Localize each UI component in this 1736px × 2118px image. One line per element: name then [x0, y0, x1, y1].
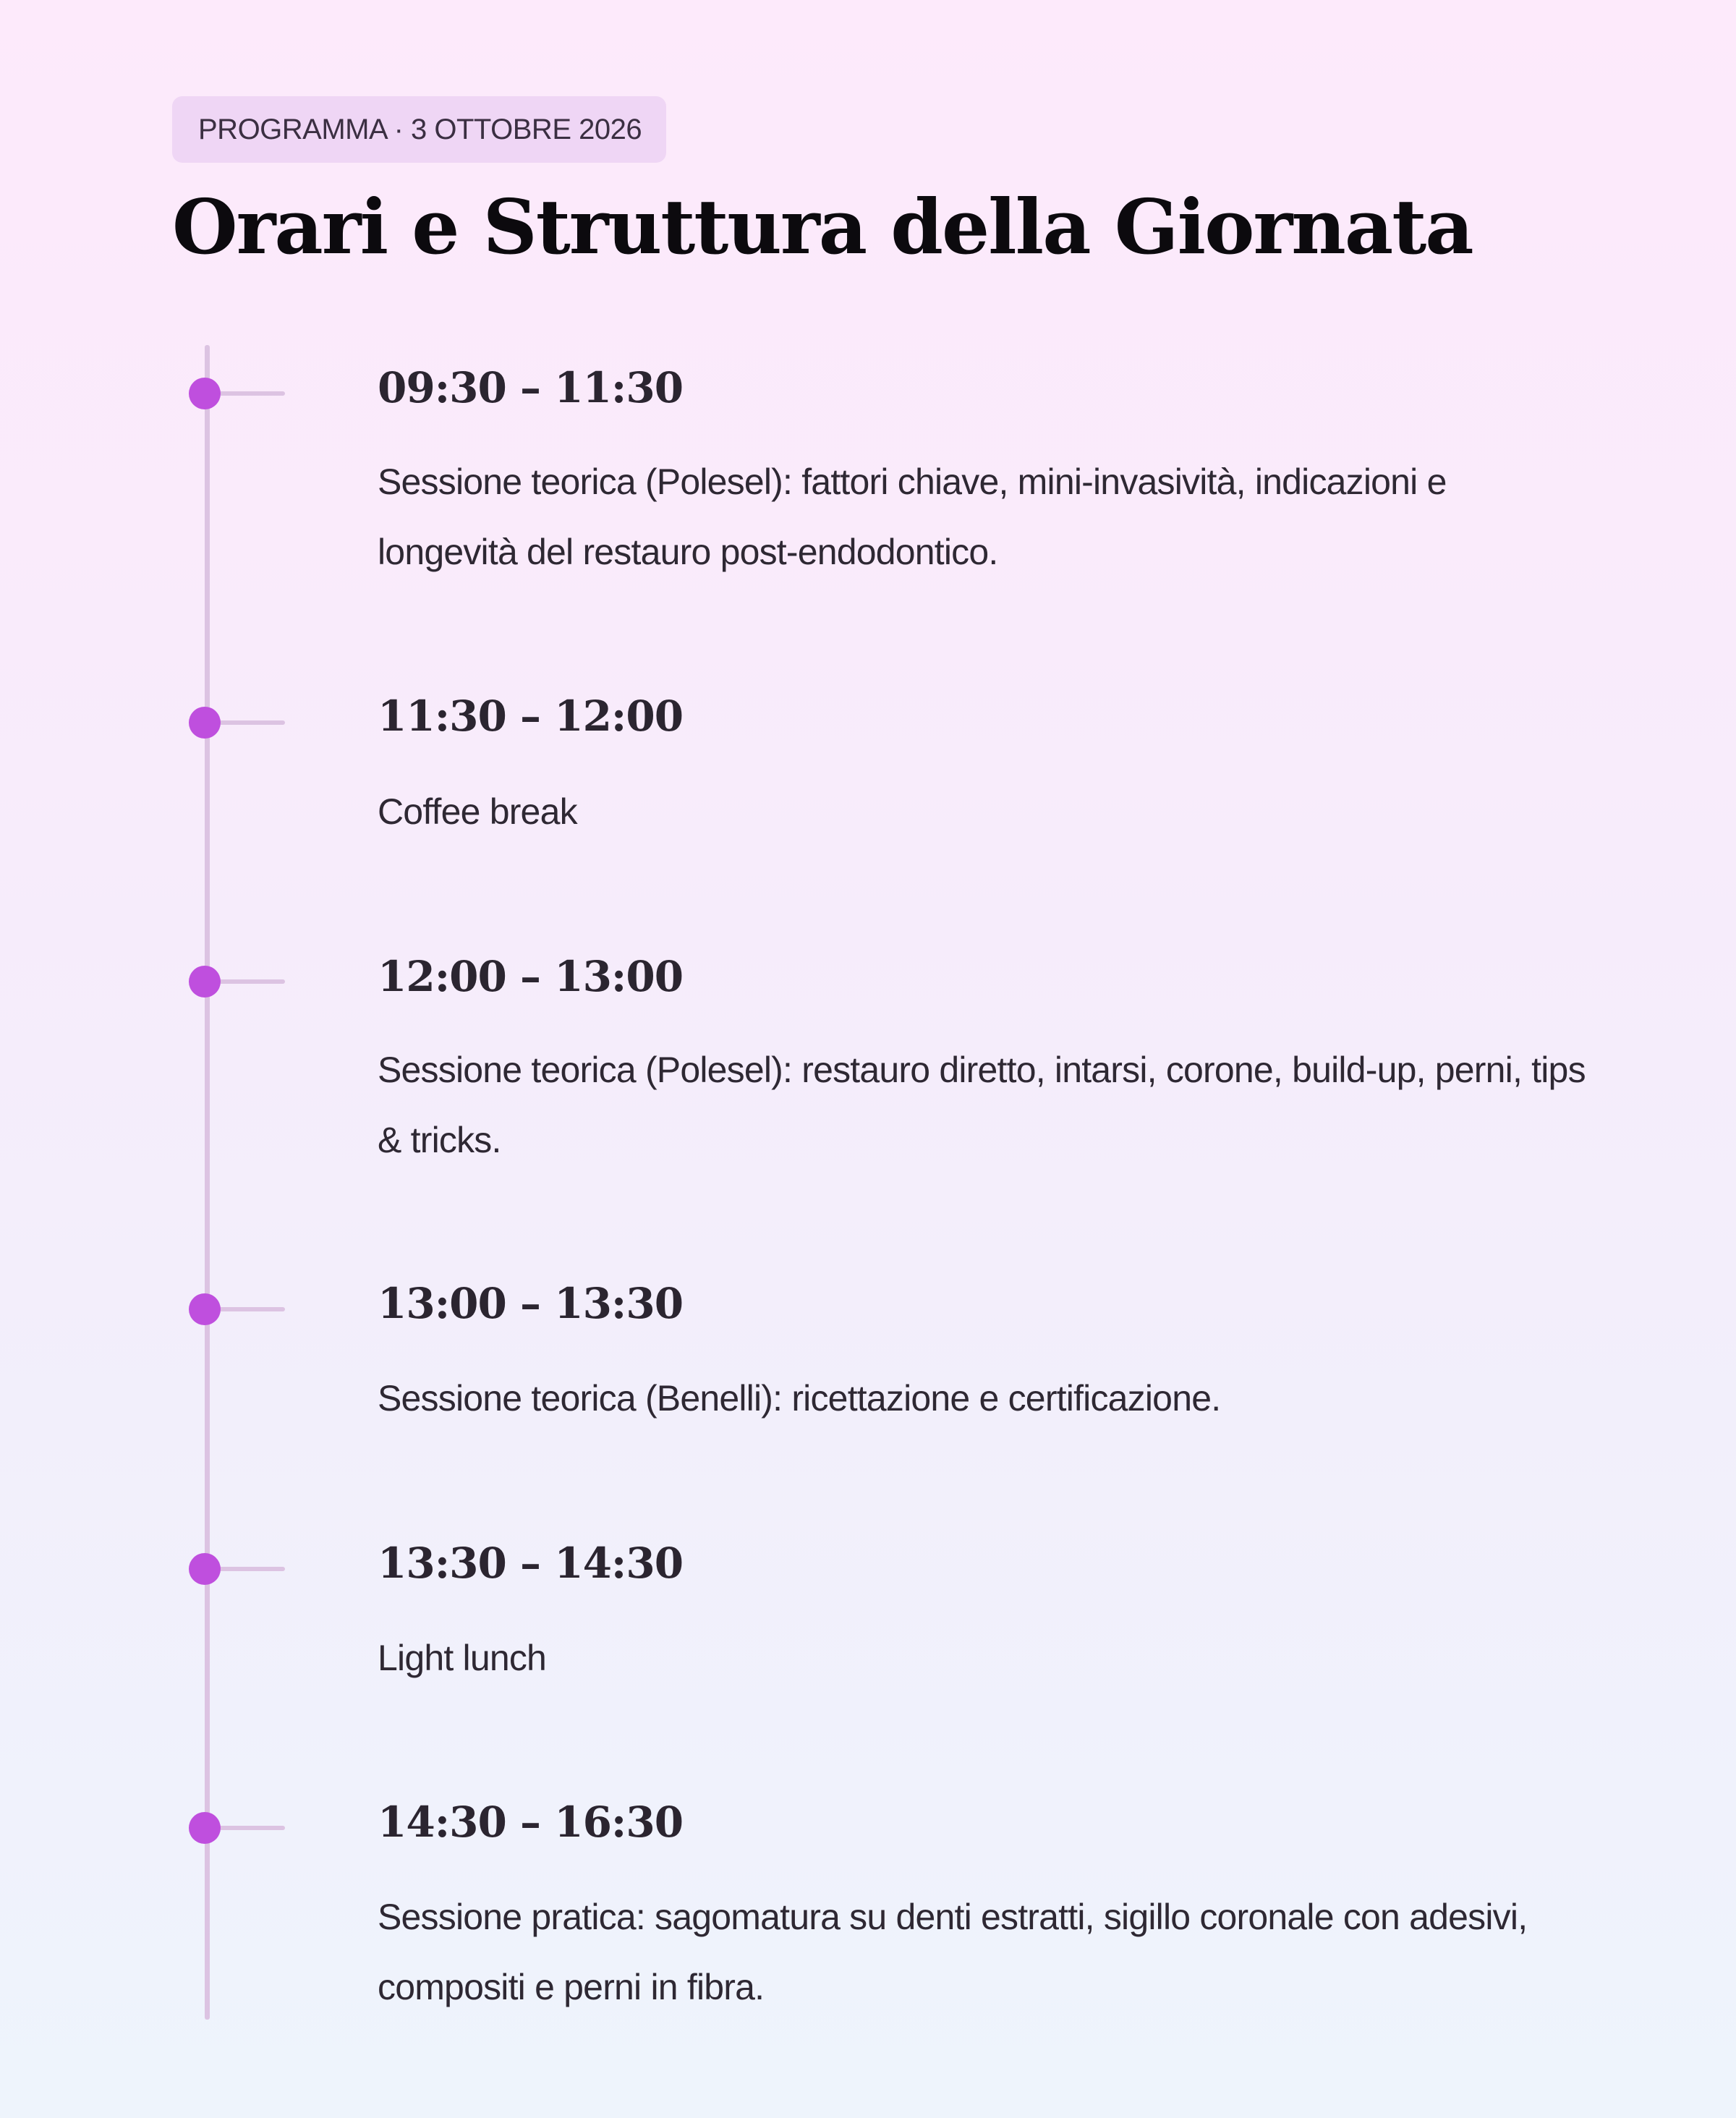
schedule-description: Light lunch	[378, 1638, 547, 1678]
schedule-description: Sessione teorica (Polesel): restauro diretto, intarsi, corone, build-up, perni, tips & tricks.	[378, 1050, 1586, 1160]
schedule-time: 11:30 – 12:00	[378, 692, 684, 741]
timeline-line	[205, 345, 210, 2020]
timeline-dot-icon	[189, 1553, 221, 1585]
schedule-time: 12:00 – 13:00	[378, 952, 684, 1001]
schedule-time: 09:30 – 11:30	[378, 363, 684, 412]
schedule-description: Sessione pratica: sagomatura su denti estratti, sigillo coronale con adesivi, compositi e perni in fibra.	[378, 1897, 1528, 2007]
schedule-description: Sessione teorica (Polesel): fattori chiave, mini-invasività, indicazioni e longevità del restauro post-endodontico.	[378, 462, 1447, 572]
schedule-description: Coffee break	[378, 791, 577, 832]
schedule-description: Sessione teorica (Benelli): ricettazione e certificazione.	[378, 1378, 1221, 1419]
schedule-time: 14:30 – 16:30	[378, 1798, 684, 1847]
schedule-time: 13:00 – 13:30	[378, 1279, 684, 1328]
timeline-dot-icon	[189, 966, 221, 998]
date-badge: PROGRAMMA · 3 OTTOBRE 2026	[172, 96, 666, 163]
timeline-dot-icon	[189, 378, 221, 409]
page-title: Orari e Struttura della Giornata	[172, 182, 1473, 271]
timeline-dot-icon	[189, 1293, 221, 1325]
timeline-dot-icon	[189, 1812, 221, 1844]
schedule-time: 13:30 – 14:30	[378, 1539, 684, 1588]
timeline-dot-icon	[189, 707, 221, 739]
